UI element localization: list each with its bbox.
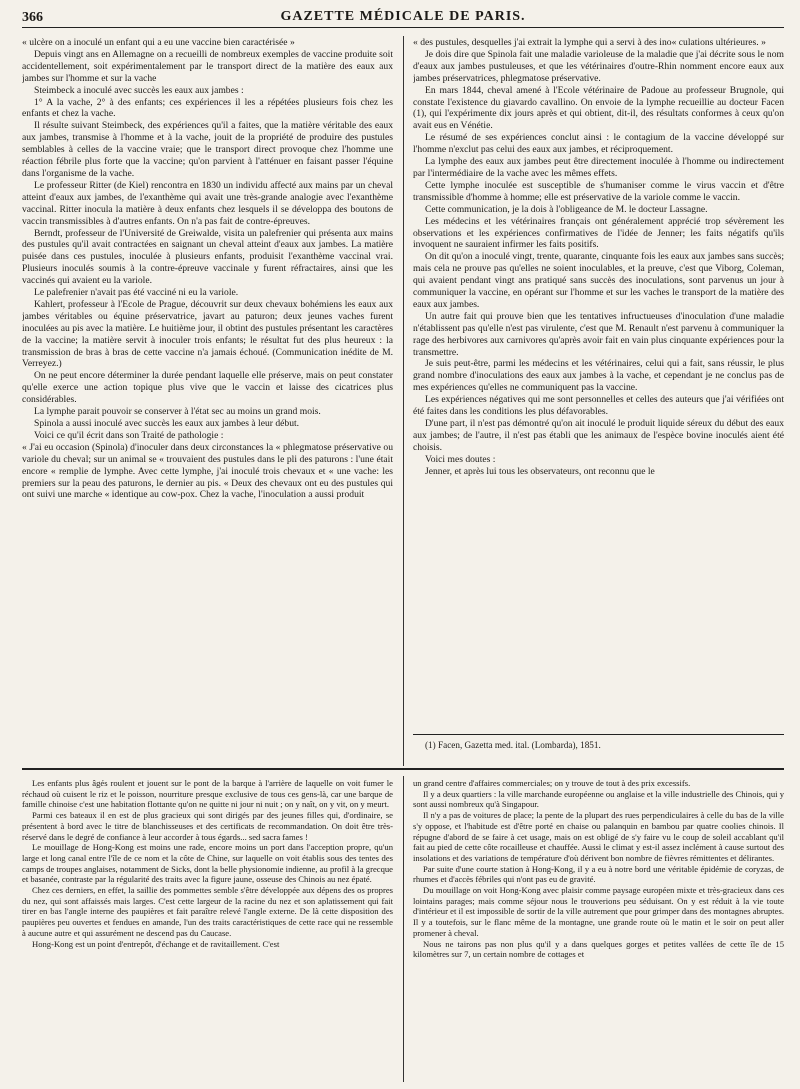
bottom-right-column bbox=[413, 778, 784, 1082]
newspaper-page bbox=[22, 6, 784, 1084]
paragraph: Nous ne tairons pas non plus qu'il y a dans quelques gorges et petites vallées de cette île de 15 kilomètres sur 7, un certain nombre de cottages et bbox=[413, 938, 784, 960]
footnote-text: (1) Facen, Gazetta med. ital. (Lombarda), 1851. bbox=[425, 740, 601, 750]
paragraph: On ne peut encore déterminer la durée pendant laquelle elle préserve, mais on peut constater qu'elle exerce une action topique plus vive que le vaccin et laisse des cicatrices plus considérables. bbox=[22, 370, 393, 406]
page-number: 366 bbox=[22, 10, 43, 25]
paragraph: Voici ce qu'il écrit dans son Traité de pathologie : bbox=[34, 429, 224, 441]
quotation: « J'ai eu occasion (Spinola) d'inoculer dans deux circonstances la « phlegmatose préservative ou variole du cheval; sur un animal se « trouvaient des pustules dans le pli des paturons : l'une était encore « remplie de lymphe. Avec cette lymphe, j'ai inoculé trois chevaux et « une vache: les premiers sur la peau des paturons, le dernier au pis. « Deux des chevaux ont eu des pustules qui ont suivi une marche « identique au cow-pox. Chez la vache, l'inoculation a aussi produit bbox=[22, 441, 393, 501]
paragraph: un grand centre d'affaires commerciales; on y trouve de tout à des prix excessifs. bbox=[413, 778, 691, 788]
paragraph: La lymphe parait pouvoir se conserver à l'état sec au moins un grand mois. bbox=[34, 406, 321, 418]
paragraph: On dit qu'on a inoculé vingt, trente, quarante, cinquante fois les eaux aux jambes sans succès; mais cela ne prouve pas qu'elles ne soient inoculables, et la preuve, c'est que Viborg, Coleman, qui avaient pendant vingt ans pratiqué sans succès des inoculations, sont parvenus un jour à communiquer la vaccine, en opérant sur l'homme et sur les vaches le transport de la matière des eaux aux jambes. bbox=[413, 251, 784, 310]
footnote bbox=[413, 740, 784, 756]
running-title: GAZETTE MÉDICALE DE PARIS. bbox=[280, 9, 526, 24]
paragraph: Spinola a aussi inoculé avec succès les eaux aux jambes à leur début. bbox=[34, 418, 300, 429]
paragraph: Le professeur Ritter (de Kiel) rencontra en 1830 un individu affecté aux mains par un cheval atteint d'eaux aux jambes, de l'exanthème qui avait une très-grande analogie avec l'exanthème vaccinal. Ritter inocula la matière à deux enfants chez lesquels il se développa des boutons de vaccin transmissibles à d'autres enfants. On n'a pas fait de contre-épreuves. bbox=[22, 179, 393, 227]
column-divider-bottom bbox=[403, 776, 404, 1082]
paragraph: Il n'y a pas de voitures de place; la pente de la plupart des rues perpendiculaires à celle du bas de la ville s'y oppose, et l'habitude est d'être porté en chaise ou palanquin en bambou par quatre coolies chinois. Il répugne d'abord de se faire à cet usage, mais on est obligé de s'y faire vu le coup de soleil accablant qu'il fait au pied de cette côte rocailleuse et chauffée. Aussi le climat y est-il assez inclément à cause surtout des insolations et des variations de température d'où dérivent bon nombre de fièvres rémittentes et délirantes. bbox=[413, 810, 784, 863]
paragraph: Kahlert, professeur à l'Ecole de Prague, découvrit sur deux chevaux bohémiens les eaux aux jambes véritables ou équine préservatrice, javart au paturon; deux jeunes vaches furent inoculées au pis avec la matière. Le huitième jour, il obtint des pustules présentant les caractères de la vaccine; la matière servit à inoculer trois enfants; le résultat fut des plus heureux : la transmission de bras à bras de cette vaccine n'a jamais échoué. (Communication inédite de M. Verreyez.) bbox=[22, 298, 393, 370]
paragraph: Depuis vingt ans en Allemagne on a recueilli de nombreux exemples de vaccine produite soit accidentellement, soit expérimentalement par le transport direct de la matière des eaux aux jambes sur l'homme et sur la vache bbox=[22, 48, 393, 84]
top-right-column bbox=[413, 37, 784, 719]
paragraph: Berndt, professeur de l'Université de Greiwalde, visita un palefrenier qui présenta aux mains des pustules qu'il avait contractées en saignant un cheval atteint d'eaux aux jambes. La matière puisée dans ces pustules, inoculée à plusieurs enfants, produisit l'exanthème vaccinal vrai. Plusieurs inoculés soumis à la contre-épreuve vaccinale y furent réfractaires, ainsi que les vaccinés qui avaient eu la variole. bbox=[22, 227, 393, 287]
paragraph: Jenner, et après lui tous les observateurs, ont reconnu que le bbox=[425, 465, 655, 477]
paragraph: Les expériences négatives qui me sont personnelles et celles des auteurs que j'ai vérifiées ont été faites dans les conditions les plus défavorables. bbox=[413, 394, 784, 418]
paragraph: Parmi ces bateaux il en est de plus gracieux qui sont dirigés par des jeunes filles qui, d'ordinaire, se présentent à bord avec le titre de blanchisseuses et des certificats de recommandation. On doit être très-réservé dans le degré de confiance à leur accorder à tous égards... sed sacra fames ! bbox=[22, 810, 393, 842]
footnote-rule bbox=[413, 734, 784, 735]
paragraph: Cette communication, je la dois à l'obligeance de M. le docteur Lassagne. bbox=[425, 203, 708, 215]
bottom-left-column bbox=[22, 778, 393, 1082]
paragraph: Le palefrenier n'avait pas été vacciné ni eu la variole. bbox=[34, 287, 239, 299]
paragraph: Le résumé de ses expériences conclut ainsi : le contagium de la vaccine développé sur l'homme n'exclut pas celui des eaux aux jambes, et réciproquement. bbox=[413, 132, 784, 156]
paragraph: Steimbeck a inoculé avec succès les eaux aux jambes : bbox=[34, 84, 244, 96]
paragraph: Les enfants plus âgés roulent et jouent sur le pont de la barque à l'arrière de laquelle on voit fumer le réchaud où cuisent le riz et le poisson, nourriture presque exclusive de tous ces gens-là, car une barque de famille chinoise c'est une habitation flottante qu'on ne quitte ni jour ni nuit ; on y naît, on y vit, on y meurt. bbox=[22, 778, 393, 810]
paragraph: Par suite d'une courte station à Hong-Kong, il y a eu à notre bord une véritable épidémie de coryzas, de rhumes et d'accès fébriles qui n'ont pas eu de gravité. bbox=[413, 863, 784, 885]
feuilleton-rule bbox=[22, 768, 784, 770]
paragraph: D'une part, il n'est pas démontré qu'on ait inoculé le produit liquide séreux du début des eaux aux jambes; de l'autre, il n'est pas établi que les animaux de l'espèce bovine inoculés aient été choisis. bbox=[413, 418, 784, 453]
paragraph: Je suis peut-être, parmi les médecins et les vétérinaires, celui qui a fait, sans réussir, le plus grand nombre d'inoculations des eaux aux jambes à la vache, et cependant je ne conclus pas de mes expériences qu'elles ne communiquent pas la vaccine. bbox=[413, 358, 784, 394]
top-left-column bbox=[22, 37, 393, 757]
header-rule bbox=[22, 27, 784, 28]
paragraph: 1° A la vache, 2° à des enfants; ces expériences il les a répétées plusieurs fois chez les enfants et chez la vache. bbox=[22, 96, 393, 120]
paragraph: Les médecins et les vétérinaires français ont généralement apprécié trop sévèrement les observations et les expériences confirmatives de l'idée de Jenner; les faits négatifs qu'ils invoquent ne sauraient infirmer les faits positifs. bbox=[413, 215, 784, 251]
paragraph: La lymphe des eaux aux jambes peut être directement inoculée à l'homme ou indirectement par l'intermédiaire de la vache avec les mêmes effets. bbox=[413, 156, 784, 179]
paragraph: Il y a deux quartiers : la ville marchande européenne ou anglaise et la ville industrielle des Chinois, qui y sont aussi nombreux qu'à Singapour. bbox=[413, 788, 784, 810]
page-header bbox=[22, 6, 784, 26]
quotation: « des pustules, desquelles j'ai extrait la lymphe qui a servi à des ino« culations ultérieures. » bbox=[413, 37, 766, 48]
paragraph: « ulcère on a inoculé un enfant qui a eu une vaccine bien caractérisée » bbox=[22, 37, 295, 48]
paragraph: Chez ces derniers, en effet, la saillie des pommettes semble s'être développée aux dépens des os propres du nez, qui sont affaissés mais larges. C'est cette largeur de la racine du nez et son aplatissement qui fait tirer en bas l'angle interne des paupières et fait paraître relevé l'angle externe. De là cette disposition des paupières peu ouvertes et fendues en amande, l'un des traits caractéristiques de cette race qui ne ressemble à aucune autre et qui assurément ne descend pas du Caucase. bbox=[22, 885, 393, 938]
paragraph: Le mouillage de Hong-Kong est moins une rade, encore moins un port dans l'acception propre, qu'un large et long canal entre l'île de ce nom et la côte de Chine, sur laquelle on voit établis sous des tentes des camps de troupes anglaises, notamment de Sicks, dont la belle physionomie indienne, au profil à la grecque et basanée, contraste par la régularité des traits avec la figure jaune, osseuse des Chinois au nez épaté. bbox=[22, 842, 393, 885]
paragraph: En mars 1844, cheval amené à l'Ecole vétérinaire de Padoue au professeur Brugnole, qui constate l'existence du giavardo cavallino. On envoie de la lymphe recueillie au docteur Facen (1), qui l'expérimente dix jours après et qui obtient, dit-il, des résultats conformes à ceux qu'on avait eus en Vénétie. bbox=[413, 84, 784, 132]
paragraph: Je dois dire que Spinola fait une maladie varioleuse de la maladie que j'ai décrite sous le nom d'eaux aux jambes pustuleuses, et que les vétérinaires d'outre-Rhin nomment encore eaux aux jambes préservatrices, phlegmatose préservative. bbox=[413, 48, 784, 84]
paragraph: Il résulte suivant Steimbeck, des expériences qu'il a faites, que la matière véritable des eaux aux jambes, transmise à l'homme et à la vache, jouit de la propriété de produire des pustules semblables à celles de la vaccine vraie; que le transport direct provoque chez l'homme une réaction fébrile plus forte que la vaccine; qu'on parvient à l'atténuer en faisant passer l'équine dans l'organisme de la vache. bbox=[22, 120, 393, 179]
paragraph: Hong-Kong est un point d'entrepôt, d'échange et de ravitaillement. C'est bbox=[32, 938, 280, 949]
column-divider-top bbox=[403, 36, 404, 766]
paragraph: Voici mes doutes : bbox=[425, 453, 496, 465]
paragraph: Cette lymphe inoculée est susceptible de s'humaniser comme le virus vaccin et d'être transmissible d'homme à homme; elle est préservative de la variole comme le vaccin. bbox=[413, 179, 784, 203]
paragraph: Un autre fait qui prouve bien que les tentatives infructueuses d'inoculation d'une maladie n'établissent pas qu'elle n'est pas virulente, c'est que M. Renault n'est parvenu à communiquer la rage des herbivores aux carnivores qu'après avoir fait en vain plus cinquante expériences pour la transmettre. bbox=[413, 310, 784, 358]
paragraph: Du mouillage on voit Hong-Kong avec plaisir comme paysage européen mixte et très-gracieux dans ces lointains parages; mais comme séjour nous le trouverions peu séduisant. On y est réduit à la vie toute d'intérieur et il est impossible de sortir de la ville autrement que pour grimper dans des montagnes abruptes. Il y a toutefois, sur le flanc même de la montagne, une grande route où le matin et le soir on peut aller promener à cheval. bbox=[413, 885, 784, 938]
